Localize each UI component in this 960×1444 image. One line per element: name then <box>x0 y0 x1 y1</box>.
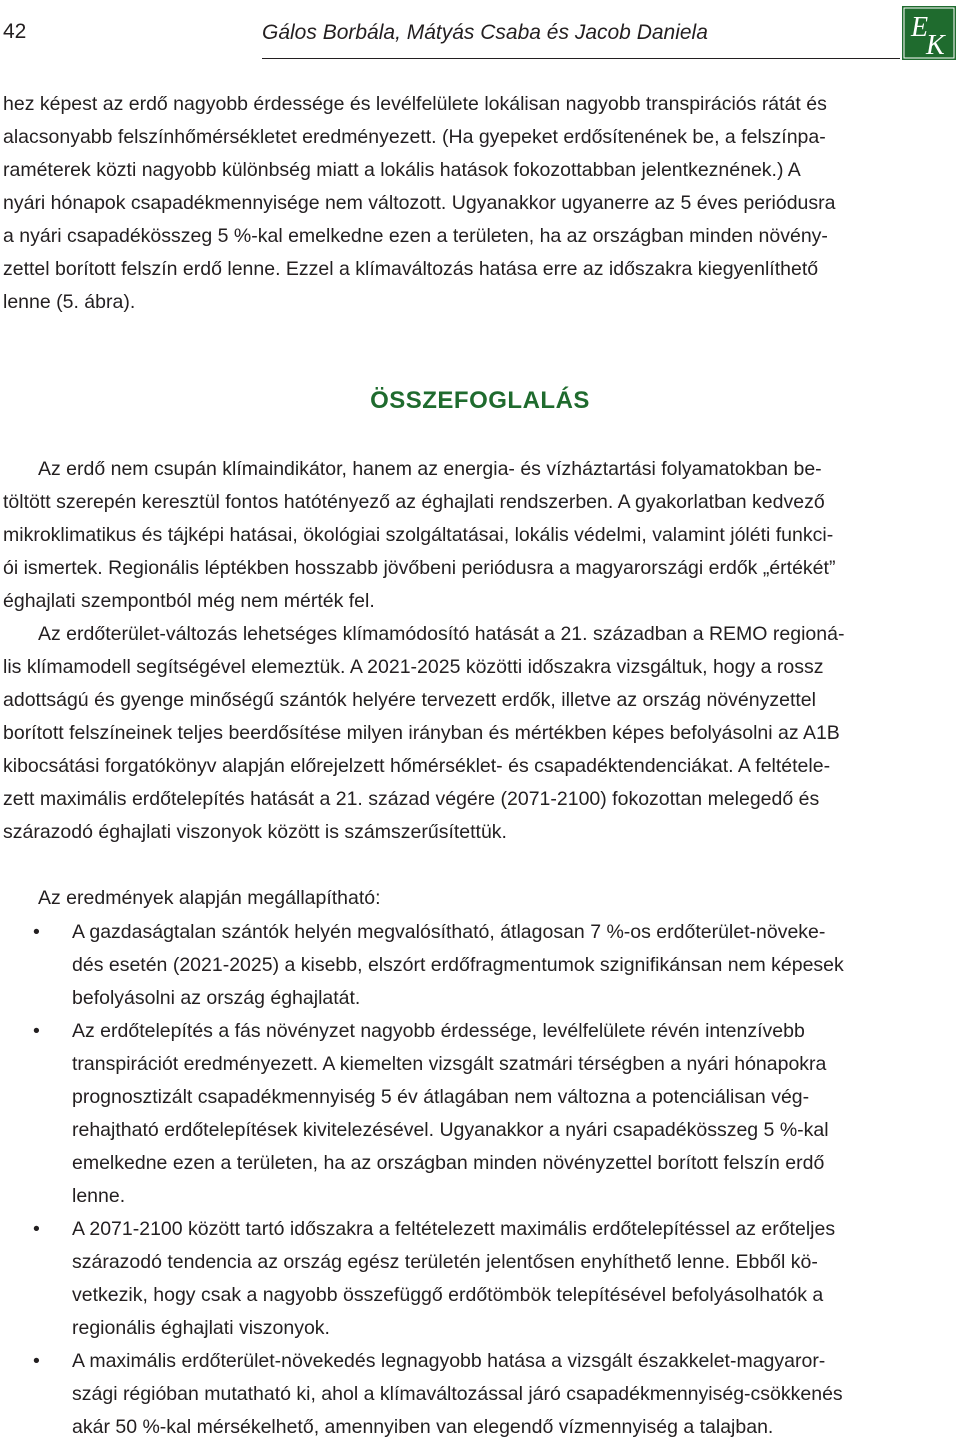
section-heading: ÖSSZEFOGLALÁS <box>370 387 590 414</box>
page-header <box>0 0 960 62</box>
text-line: töltött szerepén keresztül fontos hatótényező az éghajlati rendszerben. A gyakorlatban kedvező <box>3 491 825 513</box>
running-head: Gálos Borbála, Mátyás Csaba és Jacob Daniela <box>262 21 708 44</box>
bullet-icon: • <box>33 921 40 943</box>
journal-logo-icon <box>902 6 956 60</box>
text-line: éghajlati szempontból még nem mérték fel. <box>3 590 375 612</box>
intro-paragraph <box>3 88 957 319</box>
text-line: nyári hónapok csapadékmennyisége nem változott. Ugyanakkor ugyanerre az 5 éves periódusra <box>3 192 836 214</box>
text-line: lenne (5. ábra). <box>3 291 136 313</box>
text-line: lis klímamodell segítségével elemeztük. A 2021-2025 közötti időszakra vizsgáltuk, hogy a rossz <box>3 656 824 678</box>
text-line: szárazodó tendencia az ország egész területén jelentősen enyhíthető lenne. Ebből kö- <box>72 1251 818 1273</box>
page-number: 42 <box>3 20 27 43</box>
header-rule <box>262 58 900 59</box>
text-line: hez képest az erdő nagyobb érdessége és levélfelülete lokálisan nagyobb transpirációs rátát és <box>3 93 827 115</box>
results-list <box>0 916 960 1444</box>
text-line: befolyásolni az ország éghajlatát. <box>72 987 361 1009</box>
svg-text:K: K <box>926 30 945 60</box>
summary-paragraph-2 <box>3 618 957 849</box>
text-line: kibocsátási forgatókönyv alapján előrejelzett hőmérséklet- és csapadéktendenciákat. A feltétele- <box>3 755 831 777</box>
bullet-icon: • <box>33 1350 40 1372</box>
list-item <box>0 916 960 1015</box>
text-line: vetkezik, hogy csak a nagyobb összefüggő erdőtömbök telepítésével befolyásolhatók a <box>72 1284 824 1306</box>
text-line: A gazdaságtalan szántók helyén megvalósítható, átlagosan 7 %-os erdőterület-növeke- <box>72 921 826 943</box>
text-line: zettel borított felszín erdő lenne. Ezzel a klímaváltozás hatása erre az időszakra kiegyenlíthető <box>3 258 819 280</box>
text-line: zett maximális erdőtelepítés hatását a 21. század végére (2071-2100) fokozottan melegedő és <box>3 788 820 810</box>
svg-text:E: E <box>911 12 929 43</box>
text-line: raméterek közti nagyobb különbség miatt a lokális hatások fokozottabban jelentkeznének.) A <box>3 159 801 181</box>
results-intro <box>3 882 957 915</box>
text-line: Az erdő nem csupán klímaindikátor, hanem az energia- és vízháztartási folyamatokban be- <box>38 458 822 480</box>
bullet-icon: • <box>33 1218 40 1240</box>
text-line: szági régióban mutatható ki, ahol a klímaváltozással járó csapadékmennyiség-csökkenés <box>72 1383 843 1405</box>
text-line: dés esetén (2021-2025) a kisebb, elszórt erdőfragmentumok szignifikánsan nem képesek <box>72 954 844 976</box>
text-line: transpirációt eredményezett. A kiemelten vizsgált szatmári térségben a nyári hónapokra <box>72 1053 827 1075</box>
text-line: ói ismertek. Regionális léptékben hosszabb jövőbeni periódusra a magyarországi erdők „értékét” <box>3 557 836 579</box>
list-item <box>0 1015 960 1213</box>
text-line: Az erdőtelepítés a fás növényzet nagyobb érdessége, levélfelülete révén intenzívebb <box>72 1020 805 1042</box>
text-line: szárazodó éghajlati viszonyok között is számszerűsítettük. <box>3 821 507 843</box>
text-line: rehajtható erdőtelepítések kivitelezésével. Ugyanakkor a nyári csapadékösszeg 5 %-kal <box>72 1119 829 1141</box>
summary-paragraph-1 <box>3 453 957 618</box>
bullet-icon: • <box>33 1020 40 1042</box>
list-item <box>0 1213 960 1345</box>
text-line: borított felszíneinek teljes beerdősítése milyen irányban és mértékben képes befolyásolni az A1B <box>3 722 840 744</box>
text-line: akár 50 %-kal mérsékelhető, amennyiben van elegendő vízmennyiség a talajban. <box>72 1416 774 1438</box>
text-line: lenne. <box>72 1185 126 1207</box>
text-line: adottságú és gyenge minőségű szántók helyére tervezett erdők, illetve az ország növényzettel <box>3 689 816 711</box>
text-line: regionális éghajlati viszonyok. <box>72 1317 330 1339</box>
list-item <box>0 1345 960 1444</box>
text-line: mikroklimatikus és tájképi hatásai, ökológiai szolgáltatásai, lokális védelmi, valamint jóléti funkci- <box>3 524 834 546</box>
text-line: A maximális erdőterület-növekedés legnagyobb hatása a vizsgált északkelet-magyaror- <box>72 1350 826 1372</box>
text-line: emelkedne ezen a területen, ha az országban minden növényzettel borított felszín erdő <box>72 1152 825 1174</box>
text-line: alacsonyabb felszínhőmérsékletet eredményezett. (Ha gyepeket erdősítenének be, a felszínpa- <box>3 126 826 148</box>
text-line: Az erdőterület-változás lehetséges klímamódosító hatását a 21. században a REMO regioná- <box>38 623 845 645</box>
text-line: a nyári csapadékösszeg 5 %-kal emelkedne ezen a területen, ha az országban minden növény- <box>3 225 828 247</box>
text-line: Az eredmények alapján megállapítható: <box>38 887 381 909</box>
text-line: prognosztizált csapadékmennyiség 5 év átlagában nem változna a potenciálisan vég- <box>72 1086 810 1108</box>
text-line: A 2071-2100 között tartó időszakra a feltételezett maximális erdőtelepítéssel az erőteljes <box>72 1218 836 1240</box>
